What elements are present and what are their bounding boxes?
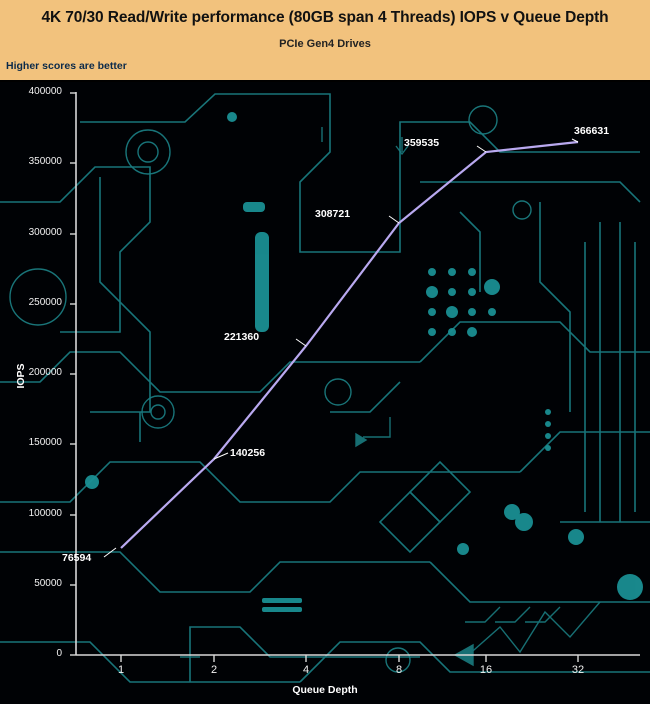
label-leader-lines	[104, 139, 578, 557]
y-tick-label: 200000	[28, 367, 62, 378]
y-tick-label: 100000	[28, 508, 62, 519]
x-tick-marks	[121, 655, 578, 662]
data-point-label: 366631	[574, 125, 610, 137]
y-tick-label: 250000	[28, 297, 62, 308]
x-tick-label: 8	[395, 664, 403, 676]
y-tick-label: 300000	[28, 227, 62, 238]
y-axis-title: IOPS	[15, 363, 27, 389]
page-title: 4K 70/30 Read/Write performance (80GB span 4 Threads) IOPS v Queue Depth	[41, 9, 609, 26]
x-tick-label: 1	[117, 664, 125, 676]
y-tick-marks	[70, 93, 76, 655]
data-point-label: 76594	[62, 552, 92, 564]
y-tick-label: 350000	[28, 156, 62, 167]
y-tick-label: 0	[56, 648, 62, 659]
plot-area	[0, 82, 650, 704]
chart-header	[0, 0, 650, 82]
data-point-label: 359535	[404, 137, 440, 149]
data-point-label: 221360	[224, 331, 260, 343]
x-axis-title: Queue Depth	[292, 684, 358, 696]
x-tick-label: 2	[210, 664, 218, 676]
data-point-label: 308721	[315, 208, 351, 220]
series-line-pcie-gen4	[121, 142, 578, 548]
axes-and-series	[0, 82, 650, 704]
chart-subtitle: PCIe Gen4 Drives	[279, 38, 371, 50]
y-tick-label: 150000	[28, 437, 62, 448]
y-tick-label: 400000	[28, 86, 62, 97]
x-tick-label: 32	[571, 664, 585, 676]
data-point-label: 140256	[230, 447, 266, 459]
x-tick-label: 16	[479, 664, 493, 676]
y-tick-label: 50000	[34, 578, 62, 589]
higher-is-better-note: Higher scores are better	[6, 60, 127, 72]
x-tick-label: 4	[302, 664, 310, 676]
